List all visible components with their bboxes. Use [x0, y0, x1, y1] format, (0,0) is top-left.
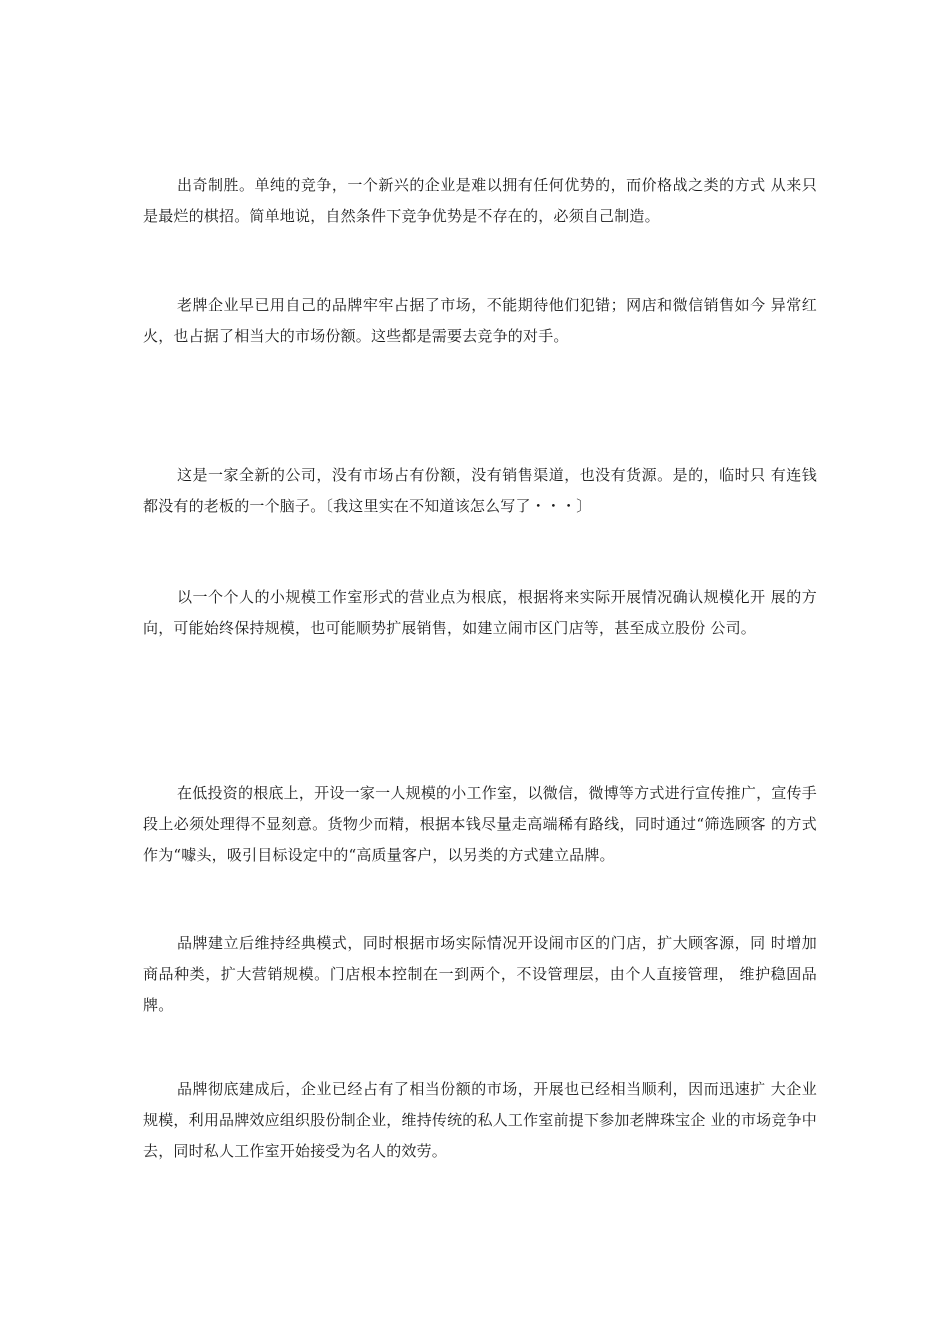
- paragraph-2: 老牌企业早已用自己的品牌牢牢占据了市场，不能期待他们犯错；网店和微信销售如今 异常红火，也占据了相当大的市场份额。这些都是需要去竞争的对手。: [143, 296, 817, 345]
- paragraph-6: 品牌建立后维持经典模式，同时根据市场实际情况开设闹市区的门店，扩大顾客源，同 时增加商品种类，扩大营销规模。门店根本控制在一到两个，不设管理层，由个人直接管理， 维护稳固品牌。: [143, 934, 817, 1014]
- paragraph-7: 品牌彻底建成后，企业已经占有了相当份额的市场，开展也已经相当顺利，因而迅速扩 大企业规模，利用品牌效应组织股份制企业，维持传统的私人工作室前提下参加老牌珠宝企 业的市场竞争中去，同时私人工作室开始接受为名人的效劳。: [143, 1080, 817, 1160]
- paragraph-4: 以一个个人的小规模工作室形式的营业点为根底，根据将来实际开展情况确认规模化开 展的方向，可能始终保持规模，也可能顺势扩展销售，如建立闹市区门店等，甚至成立股份 公司。: [143, 588, 817, 637]
- paragraph-5: 在低投资的根底上，开设一家一人规模的小工作室，以微信，微博等方式进行宣传推广，宣传手段上必须处理得不显刻意。货物少而精，根据本钱尽量走高端稀有路线，同时通过“筛选顾客 的方式作为“噱头，吸引目标设定中的“高质量客户，以另类的方式建立品牌。: [143, 784, 817, 864]
- paragraph-1: 出奇制胜。单纯的竞争，一个新兴的企业是难以拥有任何优势的，而价格战之类的方式 从来只是最烂的棋招。简单地说，自然条件下竞争优势是不存在的，必须自己制造。: [143, 176, 817, 225]
- paragraph-3: 这是一家全新的公司，没有市场占有份额，没有销售渠道，也没有货源。是的，临时只 有连钱都没有的老板的一个脑子。〔我这里实在不知道该怎么写了・・・〕: [143, 466, 817, 515]
